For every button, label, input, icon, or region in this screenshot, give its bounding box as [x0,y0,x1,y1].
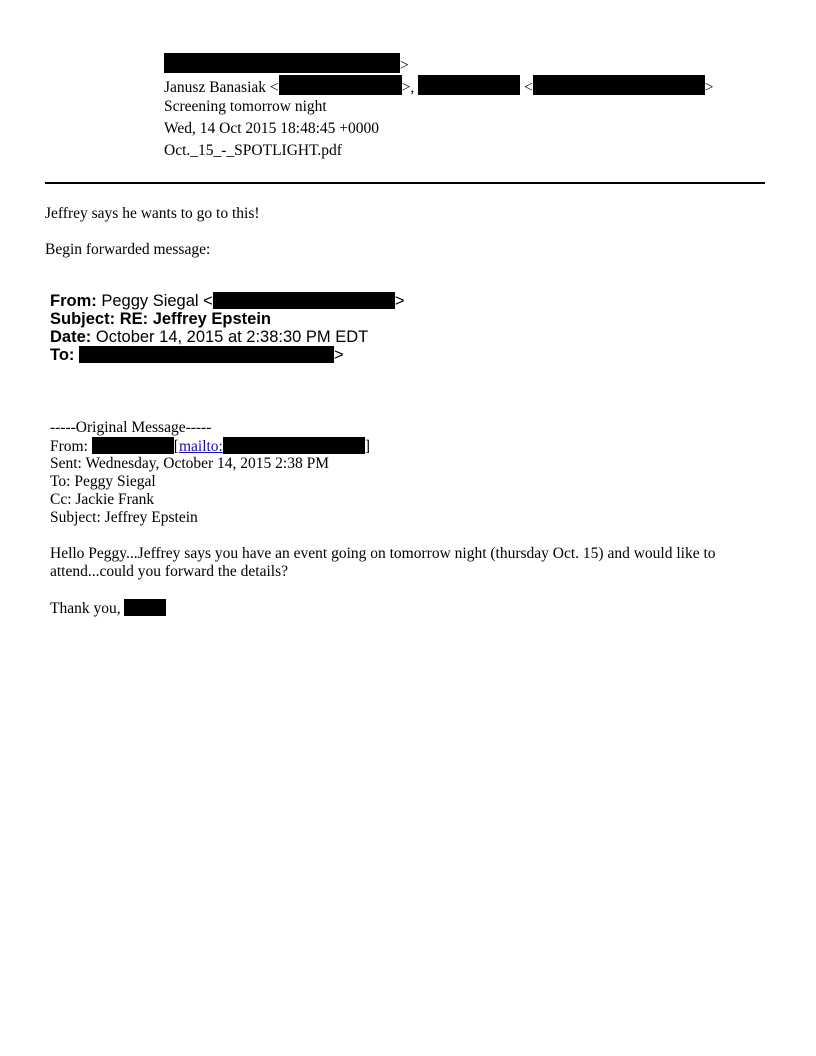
forwarded-date-row [50,328,368,346]
mailto-close: ] [364,438,371,455]
message-line-2: attend...could you forward the details? [50,563,289,580]
signoff-row [50,599,166,618]
original-to: To: Peggy Siegal [50,473,156,490]
redaction-box [223,437,365,454]
original-subject: Subject: Jeffrey Epstein [50,509,198,526]
forwarded-subject-row [50,310,271,328]
mailto-link[interactable]: mailto: [178,438,223,455]
forwarded-from-row [50,292,404,310]
forwarded-from-value: Peggy Siegal < [101,292,213,310]
to-sep: >, [401,79,415,96]
original-separator: -----Original Message----- [50,419,212,436]
header-divider [45,182,765,184]
forwarded-subject-value: RE: Jeffrey Epstein [119,310,271,328]
forwarded-to-row [50,346,344,364]
body-line-1: Jeffrey says he wants to go to this! [45,205,260,222]
to-value [164,75,714,98]
forwarded-date-label: Date: [50,328,92,346]
redaction-box [213,292,395,309]
attachment-link[interactable]: Oct._15_-_SPOTLIGHT.pdf [164,142,342,159]
redaction-box [124,599,166,616]
redaction-box [79,346,334,363]
original-from-row [50,437,370,456]
date-value: Wed, 14 Oct 2015 18:48:45 +0000 [164,120,380,137]
forwarded-from-end: > [394,292,405,310]
from-suffix: > [400,57,409,74]
signoff-text: Thank you, [50,600,121,617]
forwarded-date-value: October 14, 2015 at 2:38:30 PM EDT [95,328,369,346]
forwarded-to-end: > [334,346,344,364]
to-lt: < [524,79,533,96]
redaction-box [279,75,402,95]
body-line-2: Begin forwarded message: [45,241,211,258]
redaction-box [418,75,520,95]
forwarded-subject-label: Subject: [50,310,116,328]
redaction-box [92,437,174,454]
original-sent: Sent: Wednesday, October 14, 2015 2:38 PM [50,455,330,472]
subject-value: Screening tomorrow night [164,98,327,115]
from-value [164,53,409,76]
forwarded-to-label: To: [50,346,75,364]
forwarded-from-label: From: [50,292,97,310]
to-end: > [704,79,714,96]
original-cc: Cc: Jackie Frank [50,491,155,508]
message-line-1: Hello Peggy...Jeffrey says you have an event going on tomorrow night (thursday Oct. 15) and would like to [50,545,716,562]
redaction-box [533,75,705,95]
original-from-label: From: [50,438,88,455]
redaction-box [164,53,400,73]
to-name: Janusz Banasiak < [164,79,279,96]
mailto-open: [ [173,438,179,455]
